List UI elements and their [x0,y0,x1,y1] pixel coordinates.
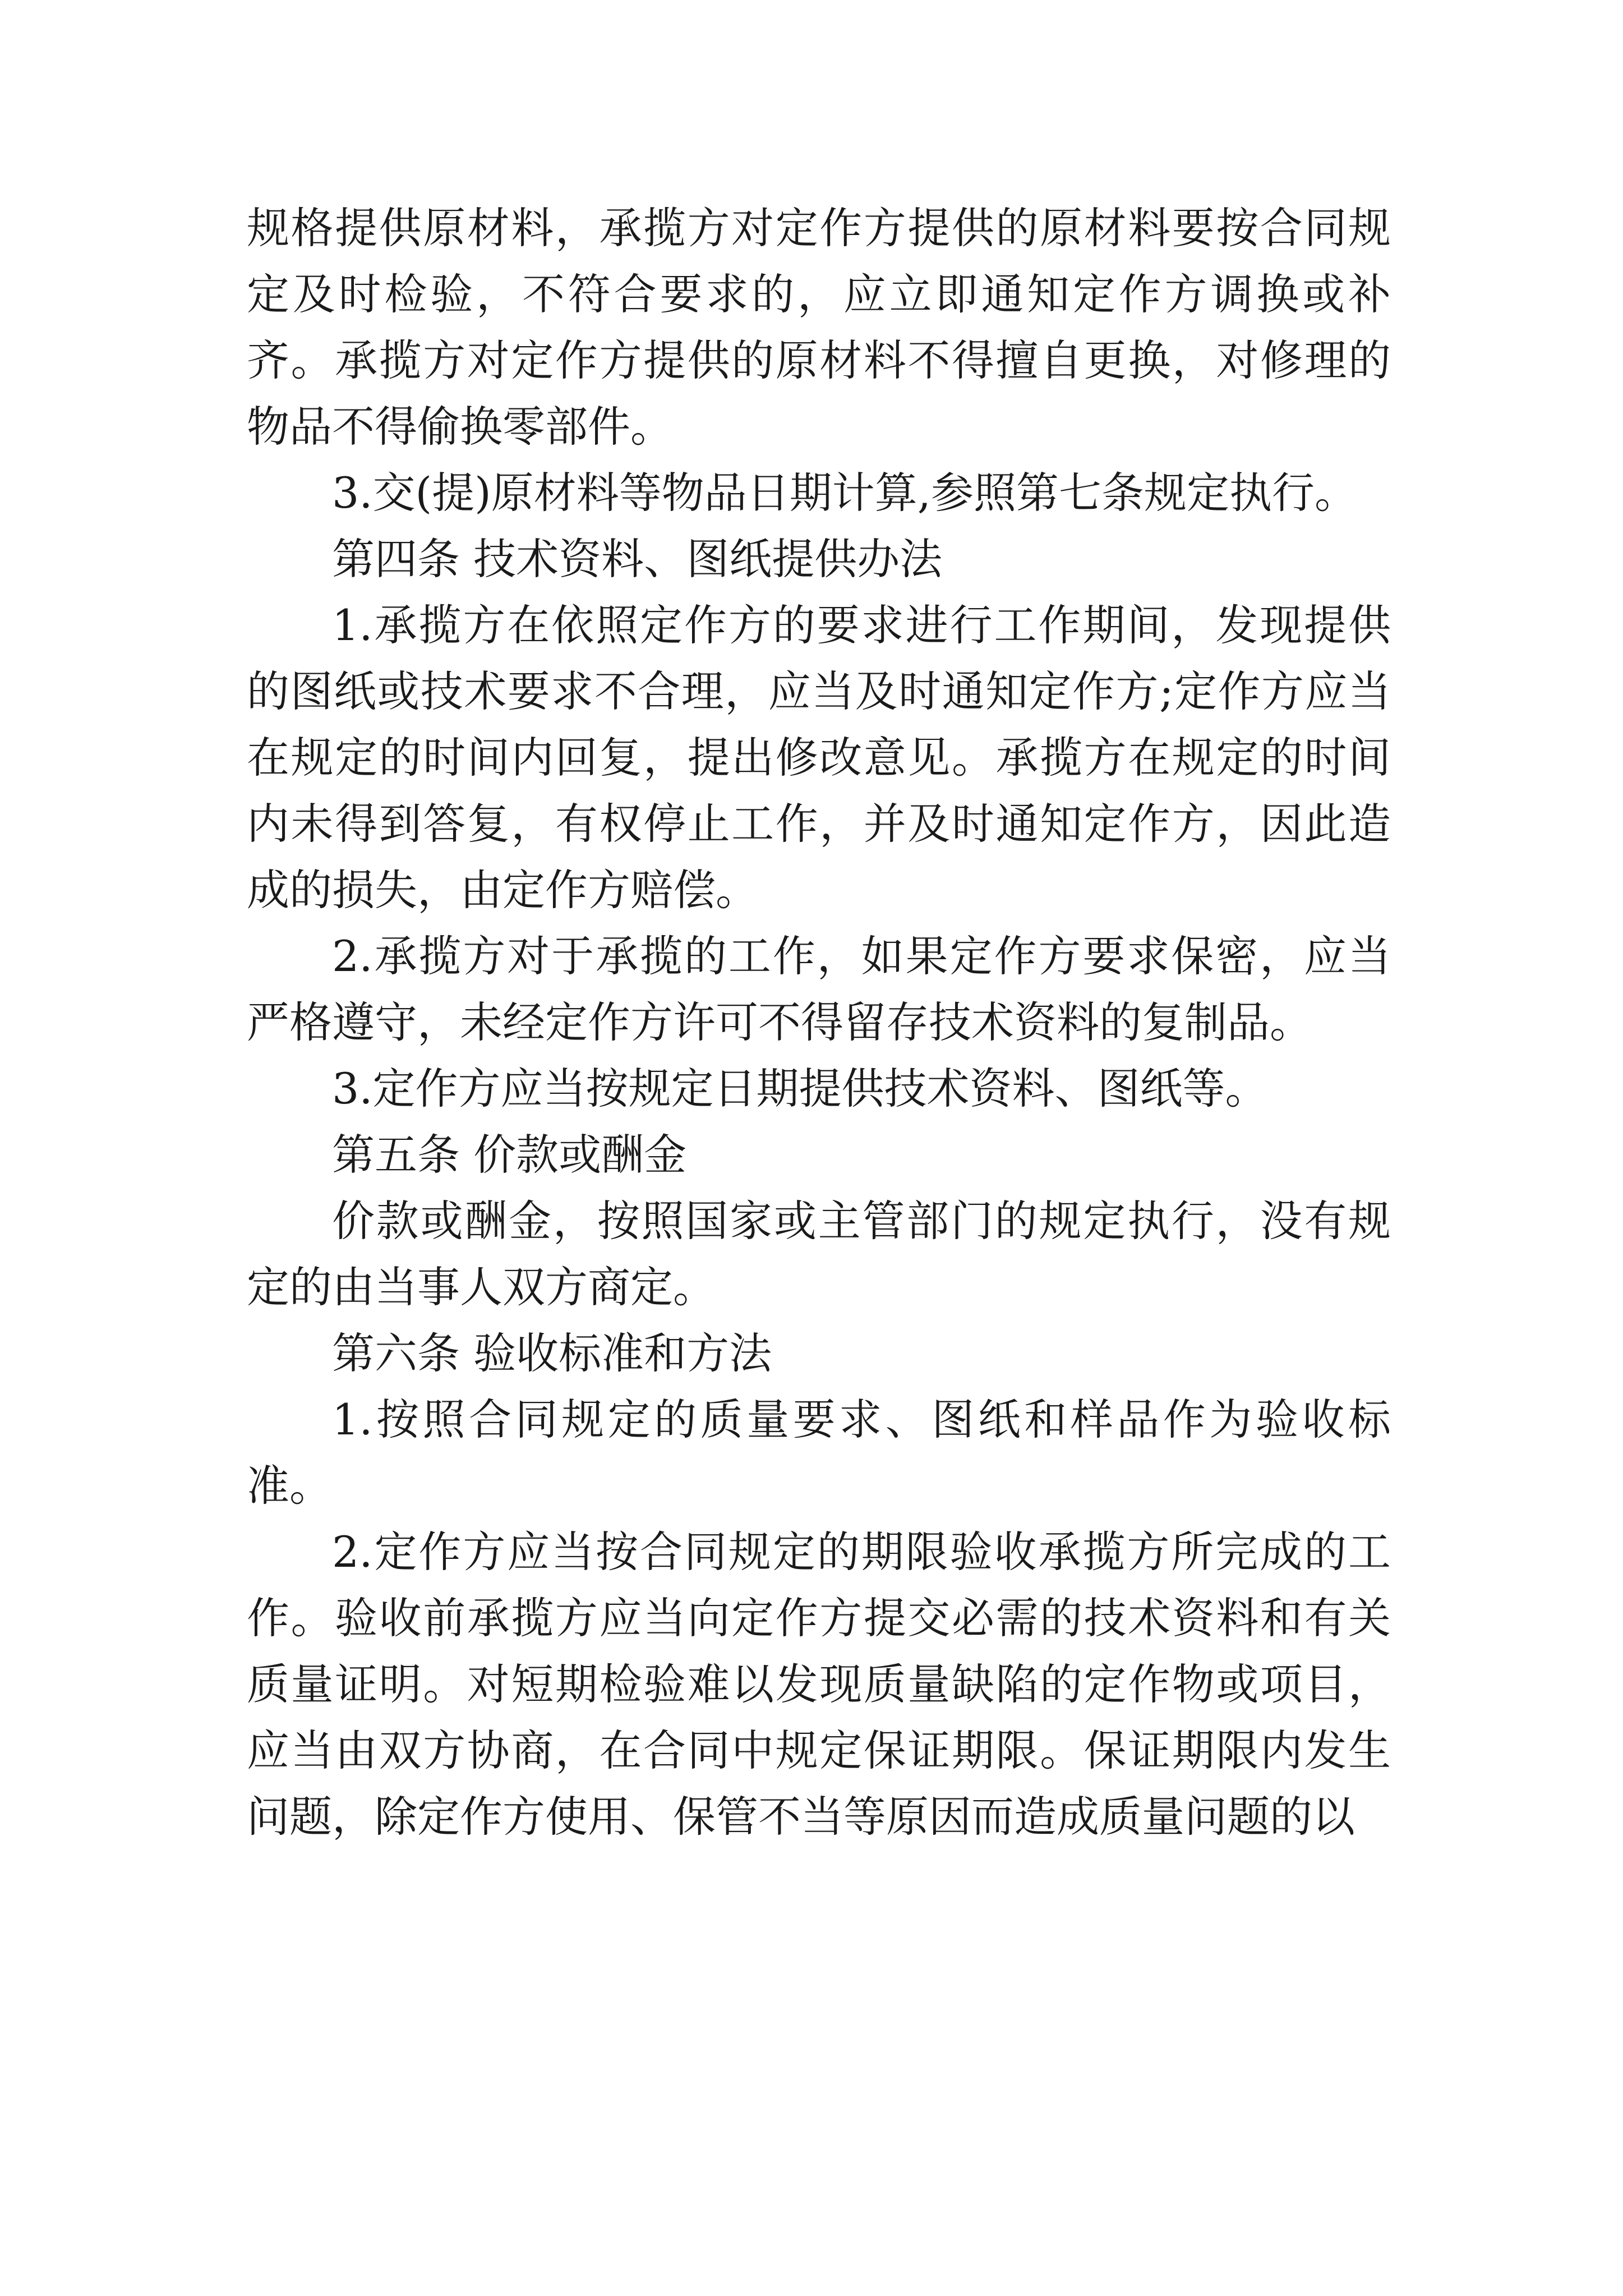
paragraph-article-5-body: 价款或酬金，按照国家或主管部门的规定执行，没有规定的由当事人双方商定。 [247,1196,1391,1312]
heading-article-6: 第六条 验收标准和方法 [332,1328,772,1378]
paragraph-article-4-item-3: 3.定作方应当按规定日期提供技术资料、图纸等。 [332,1064,1268,1114]
paragraph-article-4-item-1: 1.承揽方在依照定作方的要求进行工作期间，发现提供的图纸或技术要求不合理，应当及时通知定作方;定作方应当在规定的时间内回复，提出修改意见。承揽方在规定的时间内未得到答复，有权停止工作，并及时通知定作方，因此造成的损失，由定作方赔偿。 [247,600,1391,915]
paragraph-article-6-item-1: 1.按照合同规定的质量要求、图纸和样品作为验收标准。 [247,1395,1391,1511]
paragraph-materials-continued: 规格提供原材料，承揽方对定作方提供的原材料要按合同规定及时检验，不符合要求的，应立即通知定作方调换或补齐。承揽方对定作方提供的原材料不得擅自更换，对修理的物品不得偷换零部件。 [247,203,1391,452]
document-page [247,195,1391,1850]
paragraph-article-4-item-2: 2.承揽方对于承揽的工作，如果定作方要求保密，应当严格遵守，未经定作方许可不得留存技术资料的复制品。 [247,931,1391,1047]
paragraph-article-6-item-2: 2.定作方应当按合同规定的期限验收承揽方所完成的工作。验收前承揽方应当向定作方提交必需的技术资料和有关质量证明。对短期检验难以发现质量缺陷的定作物或项目，应当由双方协商，在合同中规定保证期限。保证期限内发生问题，除定作方使用、保管不当等原因而造成质量问题的以 [247,1527,1391,1842]
paragraph-item-3-date: 3.交(提)原材料等物品日期计算,参照第七条规定执行。 [332,468,1357,518]
heading-article-5: 第五条 价款或酬金 [332,1130,687,1180]
heading-article-4: 第四条 技术资料、图纸提供办法 [332,534,943,584]
